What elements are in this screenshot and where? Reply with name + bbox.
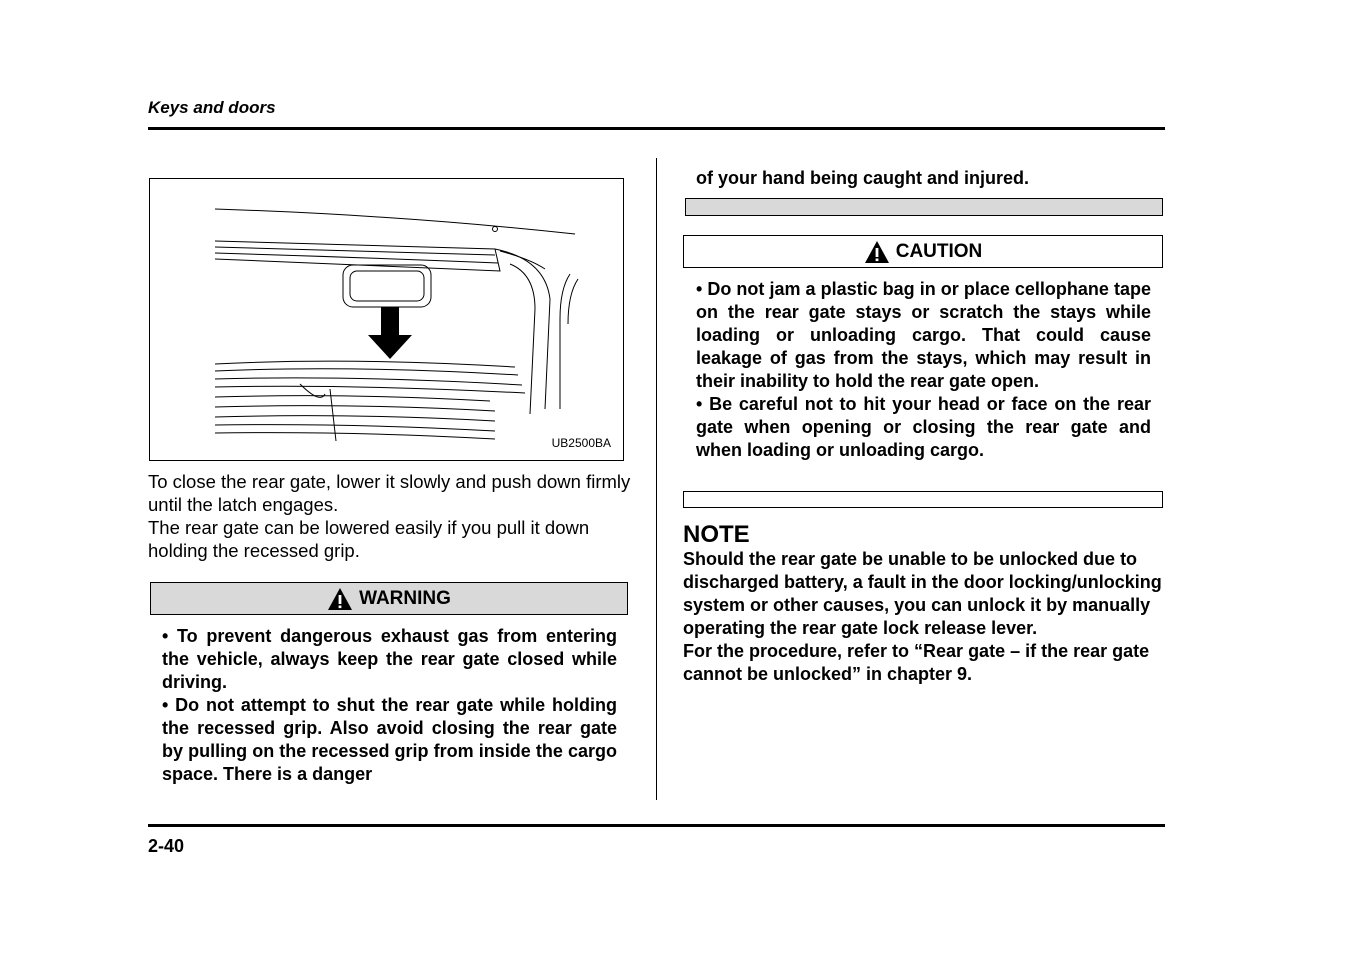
- caution-header: [683, 235, 1163, 268]
- caution-item: • Be careful not to hit your head or face on the rear gate when opening or closing the rear gate and when loading or unloading cargo.: [696, 394, 1151, 460]
- warning-triangle-icon: [327, 587, 353, 611]
- section-title: Keys and doors: [148, 98, 276, 117]
- caution-item: • Do not jam a plastic bag in or place cellophane tape on the rear gate stays or scratch the stays while loading or unloading cargo. That could cause leakage of gas from the stays, which may result in their inability to hold the rear gate open.: [696, 279, 1151, 391]
- down-arrow-icon: [368, 307, 412, 359]
- note-paragraph: For the procedure, refer to “Rear gate – if the rear gate cannot be unlocked” in chapter 9.: [683, 641, 1150, 684]
- caution-end-bar: [683, 491, 1163, 508]
- warning-end-bar: [685, 198, 1163, 216]
- rear-gate-figure: [149, 178, 624, 461]
- body-paragraph: To close the rear gate, lower it slowly and push down firmly until the latch engages.: [148, 471, 631, 515]
- warning-label: WARNING: [359, 587, 451, 609]
- figure-code: UB2500BA: [551, 436, 611, 450]
- warning-continuation: of your hand being caught and injured.: [696, 168, 1029, 188]
- warning-triangle-icon: [864, 240, 890, 264]
- footer-rule: [148, 824, 1165, 827]
- caution-label: CAUTION: [895, 240, 983, 262]
- body-text: [148, 470, 633, 562]
- note-text: [683, 548, 1166, 686]
- column-divider: [656, 158, 657, 800]
- body-paragraph: The rear gate can be lowered easily if you pull it down holding the recessed grip.: [148, 517, 590, 561]
- rear-gate-illustration: [150, 179, 625, 462]
- warning-item: • To prevent dangerous exhaust gas from entering the vehicle, always keep the rear gate closed while driving.: [162, 626, 617, 692]
- page-number: 2-40: [148, 836, 185, 856]
- warning-header: [150, 582, 628, 615]
- warning-item: • Do not attempt to shut the rear gate while holding the recessed grip. Also avoid closing the rear gate by pulling on the recessed grip from inside the cargo space. There is a danger: [162, 695, 617, 784]
- header-rule: [148, 127, 1165, 130]
- warning-text: [162, 625, 617, 786]
- note-paragraph: Should the rear gate be unable to be unlocked due to discharged battery, a fault in the door locking/unlocking system or other causes, you can unlock it by manually operating the rear gate lock release lever.: [683, 549, 1162, 638]
- note-title: NOTE: [683, 521, 750, 548]
- caution-text: [696, 278, 1151, 462]
